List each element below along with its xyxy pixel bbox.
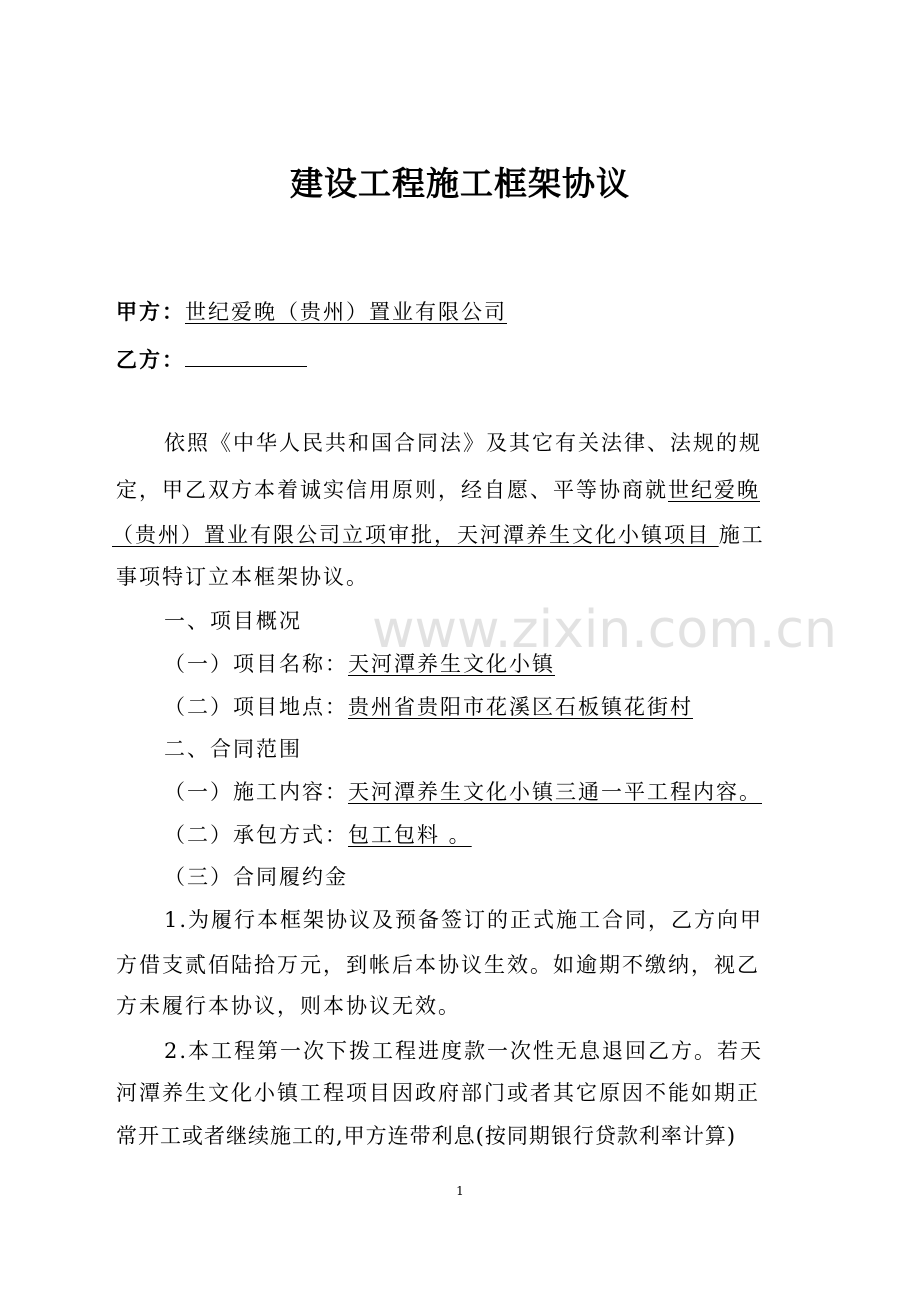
intro-line-2-text: 定，甲乙双方本着诚实信用原则，经自愿、平等协商就: [116, 478, 668, 502]
page-number: 1: [456, 1184, 464, 1198]
clause-1-line-2: 方借支贰佰陆拾万元，到帐后本协议生效。如逾期不缴纳，视乙: [116, 953, 760, 977]
intro-line-3-underlined: （贵州）置业有限公司立项审批，天河潭养生文化小镇项目: [112, 523, 719, 547]
project-name-label: （一）项目名称：: [164, 652, 348, 676]
contract-method-value: 包工包料 。: [348, 823, 472, 847]
intro-line-3-text: 施工: [718, 523, 765, 547]
clause-1-line-1: 1.为履行本框架协议及预备签订的正式施工合同，乙方向甲: [164, 908, 764, 932]
intro-line-2-underlined: 世纪爱晚: [668, 478, 760, 502]
document-title: 建设工程施工框架协议: [290, 164, 630, 203]
construction-content-value: 天河潭养生文化小镇三通一平工程内容。: [348, 780, 762, 804]
intro-line-1: 依照《中华人民共和国合同法》及其它有关法律、法规的规: [164, 431, 762, 455]
project-location-label: （二）项目地点：: [164, 695, 348, 719]
contract-method-line: [164, 820, 484, 850]
intro-line-4: 事项特订立本框架协议。: [116, 565, 369, 589]
party-a-name: 世纪爱晚（贵州）置业有限公司: [185, 300, 507, 324]
party-b-blank: [185, 344, 307, 367]
project-name-line: [164, 649, 733, 679]
construction-content-label: （一）施工内容：: [164, 780, 348, 804]
watermark: www.zixin.com.cn: [372, 600, 837, 660]
section-1-heading: 一、项目概况: [164, 609, 302, 633]
intro-line-3: [112, 520, 765, 550]
construction-content-line: [164, 777, 762, 807]
project-location-value: 贵州省贵阳市花溪区石板镇花街村: [348, 695, 693, 719]
party-b-line: [116, 344, 307, 375]
section-2-heading: 二、合同范围: [164, 737, 302, 761]
party-a-line: [116, 297, 521, 327]
project-name-value: 天河潭养生文化小镇: [348, 652, 555, 676]
party-a-label: 甲方：: [116, 300, 185, 324]
clause-2-line-3: 常开工或者继续施工的,甲方连带利息(按同期银行贷款利率计算): [116, 1124, 737, 1148]
project-location-line: [164, 692, 770, 722]
contract-method-label: （二）承包方式：: [164, 823, 348, 847]
clause-2-line-1: 2.本工程第一次下拨工程进度款一次性无息退回乙方。若天: [164, 1039, 764, 1063]
intro-line-2: [116, 475, 760, 505]
party-b-label: 乙方：: [116, 348, 185, 372]
clause-2-line-2: 河潭养生文化小镇工程项目因政府部门或者其它原因不能如期正: [116, 1081, 760, 1105]
performance-bond-heading: （三）合同履约金: [164, 865, 348, 889]
clause-1-line-3: 方未履行本协议，则本协议无效。: [116, 994, 461, 1018]
